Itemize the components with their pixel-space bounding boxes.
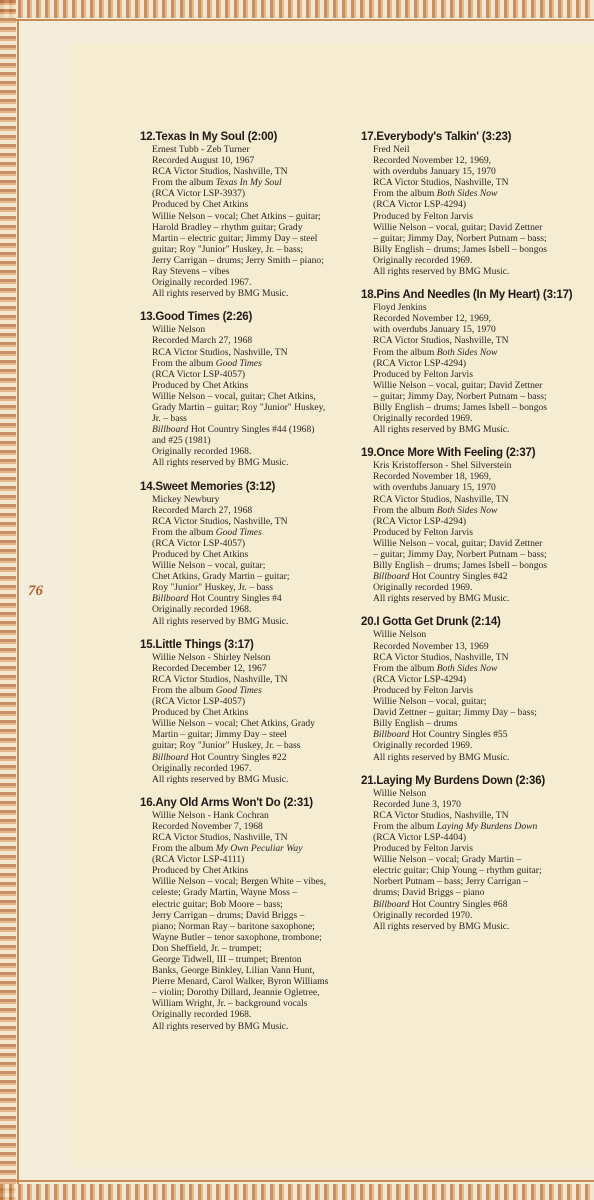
- track-credits: [140, 144, 350, 299]
- credit-line: Kris Kristofferson - Shel Silverstein: [373, 460, 512, 472]
- credit-line: electric guitar; Bob Moore – bass;: [152, 898, 283, 910]
- credit-line: From the album Both Sides Now: [373, 346, 498, 358]
- credit-line: Willie Nelson: [373, 787, 427, 799]
- credit-line: (RCA Victor LSP-4057): [152, 368, 246, 380]
- credit-line: From the album Both Sides Now: [373, 662, 498, 674]
- credit-line: Produced by Felton Jarvis: [373, 210, 473, 222]
- track-title: 15.Little Things (3:17): [140, 638, 254, 651]
- credit-line: Norbert Putnam – bass; Jerry Carrigan –: [373, 876, 529, 888]
- credit-line: From the album Both Sides Now: [373, 504, 498, 516]
- credit-line: RCA Victor Studios, Nashville, TN: [373, 809, 509, 821]
- credit-line: From the album Good Times: [152, 357, 262, 369]
- credit-line: Willie Nelson – vocal, guitar;: [373, 696, 487, 708]
- credit-line: piano; Norman Ray – baritone saxophone;: [152, 920, 315, 932]
- credit-line: Produced by Felton Jarvis: [373, 368, 473, 380]
- credit-line: – guitar; Jimmy Day, Norbert Putnam – bass;: [373, 549, 547, 560]
- credit-line: Billboard Hot Country Singles #42: [373, 571, 508, 583]
- credit-line: celeste; Grady Martin, Wayne Moss –: [152, 887, 298, 899]
- credit-line: All rights reserved by BMG Music.: [152, 1020, 289, 1032]
- credit-line: Pierre Menard, Carol Walker, Byron Williams: [152, 976, 329, 988]
- credit-line: Produced by Chet Atkins: [152, 707, 249, 719]
- credit-line: All rights reserved by BMG Music.: [373, 266, 510, 278]
- track-entry: [140, 130, 350, 299]
- credit-line: Billboard Hot Country Singles #22: [152, 751, 287, 763]
- credit-line: Recorded November 12, 1969,: [373, 313, 492, 325]
- track-entry: [140, 480, 350, 627]
- credit-line: Originally recorded 1969.: [373, 254, 473, 266]
- credit-line: Roy "Junior" Huskey, Jr. – bass: [152, 582, 274, 594]
- credit-line: RCA Victor Studios, Nashville, TN: [373, 651, 509, 663]
- credit-line: Willie Nelson – vocal, guitar; David Zettner: [373, 379, 543, 391]
- credit-line: RCA Victor Studios, Nashville, TN: [152, 166, 288, 178]
- credit-line: Billy English – drums: [373, 718, 458, 730]
- credit-line: William Wright, Jr. – background vocals: [152, 998, 308, 1010]
- track-credits: [361, 788, 566, 932]
- credit-line: From the album Laying My Burdens Down: [373, 820, 538, 832]
- credit-line: From the album Good Times: [152, 526, 262, 538]
- track-entry: [361, 774, 566, 932]
- credit-line: Willie Nelson – vocal, guitar; David Zettner: [373, 221, 543, 233]
- credit-line: Billboard Hot Country Singles #44 (1968): [152, 424, 315, 436]
- credit-line: (RCA Victor LSP-3937): [152, 188, 246, 200]
- credit-line: (RCA Victor LSP-4294): [373, 673, 467, 685]
- credit-line: Originally recorded 1968.: [152, 446, 252, 458]
- credit-line: with overdubs January 15, 1970: [373, 324, 496, 336]
- credit-line: Originally recorded 1969.: [373, 582, 473, 594]
- credit-line: All rights reserved by BMG Music.: [373, 751, 510, 763]
- credit-line: All rights reserved by BMG Music.: [152, 288, 289, 300]
- credit-line: Recorded August 10, 1967: [152, 155, 255, 167]
- track-title: 16.Any Old Arms Won't Do (2:31): [140, 796, 313, 809]
- credit-line: Billy English – drums; James Isbell – bongos: [373, 401, 548, 413]
- credit-line: Produced by Chet Atkins: [152, 199, 249, 211]
- track-credits: [140, 810, 350, 1032]
- credit-line: Produced by Chet Atkins: [152, 379, 249, 391]
- track-credits: [140, 652, 350, 785]
- credit-line: Banks, George Binkley, Lilian Vann Hunt,: [152, 965, 315, 977]
- credit-line: (RCA Victor LSP-4294): [373, 515, 467, 527]
- credit-line: Floyd Jenkins: [373, 302, 427, 314]
- credit-line: with overdubs January 15, 1970: [373, 482, 496, 494]
- credit-line: Produced by Chet Atkins: [152, 549, 249, 560]
- credit-line: From the album Good Times: [152, 684, 262, 696]
- credit-line: Produced by Felton Jarvis: [373, 843, 473, 855]
- credit-line: and #25 (1981): [152, 435, 211, 447]
- credit-line: with overdubs January 15, 1970: [373, 166, 496, 178]
- credit-line: Recorded November 18, 1969,: [373, 471, 492, 483]
- credit-line: Originally recorded 1970.: [373, 909, 473, 921]
- credit-line: guitar; Roy "Junior" Huskey, Jr. – bass;: [152, 243, 304, 255]
- credit-line: Willie Nelson – vocal; Chet Atkins, Grady: [152, 718, 315, 730]
- credit-line: All rights reserved by BMG Music.: [373, 593, 510, 605]
- credit-line: Martin – electric guitar; Jimmy Day – steel: [152, 232, 318, 244]
- credit-line: – guitar; Jimmy Day, Norbert Putnam – bass;: [373, 390, 547, 402]
- credit-line: Originally recorded 1968.: [152, 1009, 252, 1021]
- credit-line: From the album Texas In My Soul: [152, 177, 282, 189]
- track-entry: [140, 638, 350, 785]
- track-title: 21.Laying My Burdens Down (2:36): [361, 774, 546, 787]
- track-title: 14.Sweet Memories (3:12): [140, 480, 276, 493]
- decorative-border-bottom: [0, 1184, 594, 1200]
- page-number: 76: [28, 583, 43, 599]
- track-entry: [361, 446, 566, 604]
- credit-line: Willie Nelson – vocal, guitar;: [152, 560, 266, 572]
- credit-line: Willie Nelson – vocal; Grady Martin –: [373, 854, 522, 866]
- credit-line: electric guitar; Chip Young – rhythm guitar;: [373, 865, 542, 877]
- credit-line: Willie Nelson – vocal; Chet Atkins – guitar;: [152, 210, 321, 222]
- credit-line: Originally recorded 1968.: [152, 604, 252, 616]
- left-column: [140, 130, 350, 1043]
- credit-line: Recorded November 13, 1969: [373, 640, 489, 652]
- border-rule-bottom: [16, 1180, 594, 1182]
- credit-line: guitar; Roy "Junior" Huskey, Jr. – bass: [152, 740, 301, 752]
- credit-line: Originally recorded 1967.: [152, 277, 252, 289]
- credit-line: Billboard Hot Country Singles #68: [373, 898, 508, 910]
- credit-line: All rights reserved by BMG Music.: [373, 920, 510, 932]
- credit-line: (RCA Victor LSP-4057): [152, 537, 246, 549]
- credit-line: Jr. – bass: [152, 413, 187, 425]
- track-title: 12.Texas In My Soul (2:00): [140, 131, 278, 143]
- credit-line: Willie Nelson: [152, 324, 206, 336]
- credit-line: RCA Victor Studios, Nashville, TN: [373, 493, 509, 505]
- credit-line: Chet Atkins, Grady Martin – guitar;: [152, 571, 290, 583]
- credit-line: All rights reserved by BMG Music.: [152, 457, 289, 469]
- credit-line: Jerry Carrigan – drums; David Briggs –: [152, 909, 305, 921]
- track-title: 20.I Gotta Get Drunk (2:14): [361, 616, 501, 629]
- track-entry: [361, 288, 573, 436]
- credit-line: Billy English – drums; James Isbell – bongos: [373, 243, 548, 255]
- track-credits: [140, 324, 350, 468]
- credit-line: Billboard Hot Country Singles #55: [373, 729, 508, 741]
- credit-line: Willie Nelson - Hank Cochran: [152, 809, 269, 821]
- credit-line: Wayne Butler – tenor saxophone, trombone;: [152, 931, 322, 943]
- credit-line: Billy English – drums; James Isbell – bongos: [373, 560, 548, 572]
- credit-line: Produced by Felton Jarvis: [373, 684, 473, 696]
- track-title: 13.Good Times (2:26): [140, 311, 253, 324]
- track-entry: [361, 130, 566, 277]
- credit-line: From the album Both Sides Now: [373, 188, 498, 200]
- credit-line: Don Sheffield, Jr. – trumpet;: [152, 942, 262, 954]
- credit-line: Recorded December 12, 1967: [152, 662, 267, 674]
- track-title: 17.Everybody's Talkin' (3:23): [361, 131, 512, 143]
- credit-line: All rights reserved by BMG Music.: [152, 773, 289, 785]
- credit-line: (RCA Victor LSP-4057): [152, 696, 246, 708]
- credit-line: Recorded June 3, 1970: [373, 798, 461, 810]
- credit-line: RCA Victor Studios, Nashville, TN: [152, 673, 288, 685]
- credit-line: Grady Martin – guitar; Roy "Junior" Huskey,: [152, 401, 326, 413]
- right-column: [361, 130, 573, 943]
- credit-line: Jerry Carrigan – drums; Jerry Smith – piano;: [152, 254, 324, 266]
- credit-line: Mickey Newbury: [152, 493, 220, 505]
- credit-line: George Tidwell, III – trumpet; Brenton: [152, 954, 302, 965]
- credit-line: Recorded March 27, 1968: [152, 335, 253, 347]
- credit-line: David Zettner – guitar; Jimmy Day – bass;: [373, 707, 537, 719]
- credit-line: Billboard Hot Country Singles #4: [152, 593, 282, 605]
- credit-line: RCA Victor Studios, Nashville, TN: [373, 177, 509, 189]
- credit-line: drums; David Briggs – piano: [373, 887, 485, 899]
- credit-line: Ernest Tubb - Zeb Turner: [152, 144, 250, 155]
- credit-line: Recorded November 12, 1969,: [373, 155, 492, 167]
- track-credits: [361, 460, 566, 604]
- credit-line: Originally recorded 1969.: [373, 413, 473, 425]
- track-credits: [361, 629, 566, 762]
- credit-line: Willie Nelson – vocal; Bergen White – vibes,: [152, 876, 327, 888]
- credit-line: All rights reserved by BMG Music.: [152, 615, 289, 627]
- track-credits: [361, 302, 566, 435]
- credit-line: Recorded November 7, 1968: [152, 820, 263, 832]
- credit-line: RCA Victor Studios, Nashville, TN: [373, 335, 509, 347]
- credit-line: (RCA Victor LSP-4111): [152, 854, 245, 866]
- credit-line: – guitar; Jimmy Day, Norbert Putnam – bass;: [373, 232, 547, 244]
- credit-line: RCA Victor Studios, Nashville, TN: [152, 831, 288, 843]
- track-title: 19.Once More With Feeling (2:37): [361, 447, 536, 460]
- track-entry: [140, 310, 350, 468]
- credit-line: Originally recorded 1969.: [373, 740, 473, 752]
- credit-line: Willie Nelson – vocal, guitar; David Zettner: [373, 537, 543, 549]
- credit-line: Ray Stevens – vibes: [152, 266, 230, 278]
- border-rule-top: [16, 19, 594, 21]
- decorative-border-left: [0, 0, 16, 1200]
- credit-line: Fred Neil: [373, 144, 410, 155]
- credit-line: (RCA Victor LSP-4404): [373, 831, 467, 843]
- track-credits: [140, 494, 350, 627]
- credit-line: Martin – guitar; Jimmy Day – steel: [152, 729, 287, 741]
- credit-line: RCA Victor Studios, Nashville, TN: [152, 346, 288, 358]
- credit-line: All rights reserved by BMG Music.: [373, 424, 510, 436]
- track-credits: [361, 144, 566, 277]
- credit-line: Originally recorded 1967.: [152, 762, 252, 774]
- track-title: 18.Pins And Needles (In My Heart) (3:17): [361, 289, 573, 302]
- credit-line: (RCA Victor LSP-4294): [373, 357, 467, 369]
- credit-line: From the album My Own Peculiar Way: [152, 843, 303, 855]
- credit-line: (RCA Victor LSP-4294): [373, 199, 467, 211]
- credit-line: Produced by Felton Jarvis: [373, 526, 473, 538]
- credit-line: Recorded March 27, 1968: [152, 504, 253, 516]
- border-rule-left: [17, 19, 19, 1184]
- track-entry: [361, 615, 566, 762]
- track-entry: [140, 796, 350, 1032]
- decorative-border-top: [0, 0, 594, 18]
- credit-line: Willie Nelson - Shirley Nelson: [152, 651, 271, 663]
- credit-line: Willie Nelson: [373, 629, 427, 641]
- credit-line: Harold Bradley – rhythm guitar; Grady: [152, 221, 303, 233]
- credit-line: RCA Victor Studios, Nashville, TN: [152, 515, 288, 527]
- credit-line: Produced by Chet Atkins: [152, 865, 249, 877]
- credit-line: – violin; Dorothy Dillard, Jeannie Ogletree,: [152, 987, 320, 999]
- credit-line: Willie Nelson – vocal, guitar; Chet Atkins,: [152, 390, 316, 402]
